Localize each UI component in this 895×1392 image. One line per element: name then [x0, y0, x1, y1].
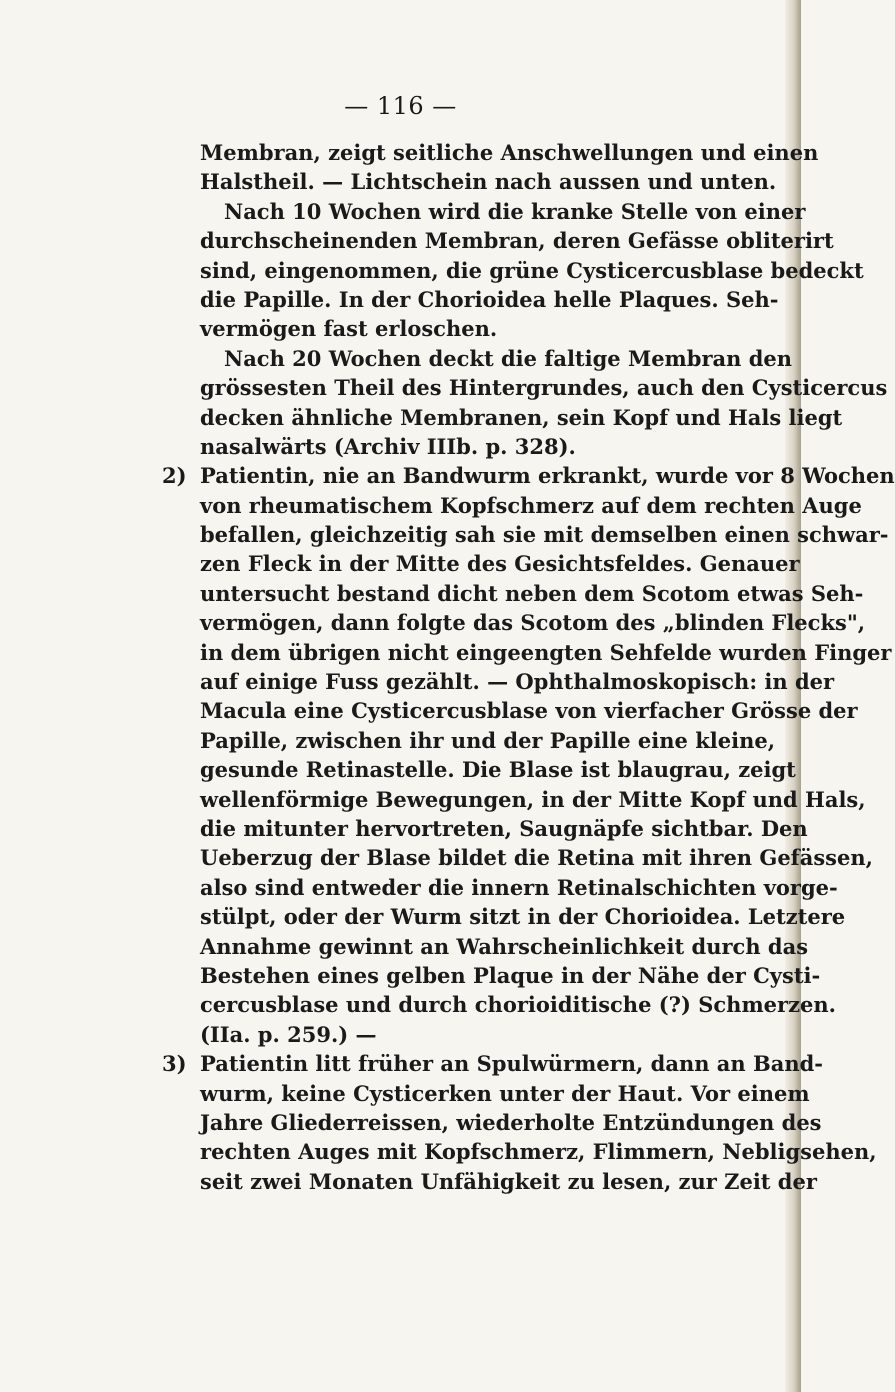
line-text: Patientin, nie an Bandwurm erkrankt, wurde vor 8 Wochen: [200, 463, 895, 489]
line-text: in dem übrigen nicht eingeengten Sehfelde wurden Finger: [200, 639, 892, 665]
line-text: Nach 10 Wochen wird die kranke Stelle von einer: [224, 198, 806, 224]
text-line: [200, 403, 843, 432]
text-line: [200, 314, 765, 343]
text-line: [162, 461, 895, 490]
list-item-number: 3): [162, 1051, 187, 1077]
text-line: [200, 491, 862, 520]
text-line: [200, 1079, 810, 1108]
line-text: auf einige Fuss gezählt. — Ophthalmoskopisch: in der: [200, 669, 835, 695]
text-line: [200, 197, 806, 226]
line-text: cercusblase und durch chorioiditische (?) Schmerzen.: [200, 992, 836, 1018]
line-text: rechten Auges mit Kopfschmerz, Flimmern, Nebligsehen,: [200, 1139, 877, 1165]
line-text: befallen, gleichzeitig sah sie mit demselben einen schwar-: [200, 522, 889, 548]
text-line: [200, 1108, 822, 1137]
line-text: grössesten Theil des Hintergrundes, auch den Cysticercus: [200, 375, 888, 401]
text-line: [200, 932, 809, 961]
line-text: Papille, zwischen ihr und der Papille eine kleine,: [200, 727, 776, 753]
line-text: gesunde Retinastelle. Die Blase ist blaugrau, zeigt: [200, 757, 796, 783]
text-line: [200, 902, 846, 931]
text-line: [200, 373, 888, 402]
text-line: [200, 667, 835, 696]
line-text: sind, eingenommen, die grüne Cysticercusblase bedeckt: [200, 257, 864, 283]
text-line: [200, 167, 777, 196]
line-text: stülpt, oder der Wurm sitzt in der Chorioidea. Letztere: [200, 904, 846, 930]
text-line: [200, 138, 819, 167]
text-line: [200, 755, 796, 784]
line-text: Ueberzug der Blase bildet die Retina mit ihren Gefässen,: [200, 845, 873, 871]
text-line: [200, 1167, 817, 1196]
body-text: [162, 138, 895, 1196]
line-text: wellenförmige Bewegungen, in der Mitte Kopf und Hals,: [200, 786, 866, 812]
line-text: Macula eine Cysticercusblase von vierfacher Grösse der: [200, 698, 858, 724]
line-text: die Papille. In der Chorioidea helle Plaques. Seh-: [200, 286, 779, 312]
line-text: von rheumatischem Kopfschmerz auf dem rechten Auge: [200, 492, 862, 518]
text-line: [200, 638, 892, 667]
text-line: [200, 285, 779, 314]
text-line: [200, 843, 873, 872]
line-text: Halstheil. — Lichtschein nach aussen und unten.: [200, 169, 777, 195]
text-line: [200, 873, 838, 902]
text-line: [162, 1049, 824, 1078]
line-text: Bestehen eines gelben Plaque in der Nähe der Cysti-: [200, 962, 821, 988]
line-text: nasalwärts (Archiv IIIb. p. 328).: [200, 433, 576, 459]
text-line: [200, 256, 864, 285]
list-item-number: 2): [162, 463, 187, 489]
text-line: [200, 961, 821, 990]
line-text: die mitunter hervortreten, Saugnäpfe sichtbar. Den: [200, 815, 808, 841]
line-text: vermögen, dann folgte das Scotom des „blinden Flecks",: [200, 610, 866, 636]
line-text: (IIa. p. 259.) —: [200, 1021, 377, 1047]
text-line: [200, 785, 866, 814]
text-line: [200, 549, 800, 578]
line-text: decken ähnliche Membranen, sein Kopf und Hals liegt: [200, 404, 843, 430]
line-text: untersucht bestand dicht neben dem Scotom etwas Seh-: [200, 580, 864, 606]
line-text: also sind entweder die innern Retinalschichten vorge-: [200, 874, 838, 900]
text-line: [200, 1020, 765, 1049]
line-text: zen Fleck in der Mitte des Gesichtsfeldes. Genauer: [200, 551, 800, 577]
text-line: [200, 226, 834, 255]
text-line: [200, 344, 793, 373]
page-number: — 116 —: [344, 92, 457, 120]
line-text: Membran, zeigt seitliche Anschwellungen und einen: [200, 140, 819, 165]
line-text: wurm, keine Cysticerken unter der Haut. Vor einem: [200, 1080, 810, 1106]
text-line: [200, 608, 866, 637]
text-line: [200, 814, 808, 843]
line-text: Annahme gewinnt an Wahrscheinlichkeit durch das: [200, 933, 809, 959]
line-text: Patientin litt früher an Spulwürmern, dann an Band-: [200, 1051, 824, 1077]
line-text: Jahre Gliederreissen, wiederholte Entzündungen des: [200, 1109, 822, 1135]
text-line: [200, 696, 858, 725]
line-text: seit zwei Monaten Unfähigkeit zu lesen, zur Zeit der: [200, 1168, 817, 1194]
text-line: [200, 579, 864, 608]
text-line: [200, 726, 776, 755]
text-line: [200, 432, 765, 461]
line-text: Nach 20 Wochen deckt die faltige Membran den: [224, 345, 793, 371]
line-text: durchscheinenden Membran, deren Gefässe obliterirt: [200, 228, 834, 254]
text-line: [200, 990, 836, 1019]
line-text: vermögen fast erloschen.: [200, 316, 498, 342]
text-line: [200, 520, 889, 549]
text-line: [200, 1137, 877, 1166]
